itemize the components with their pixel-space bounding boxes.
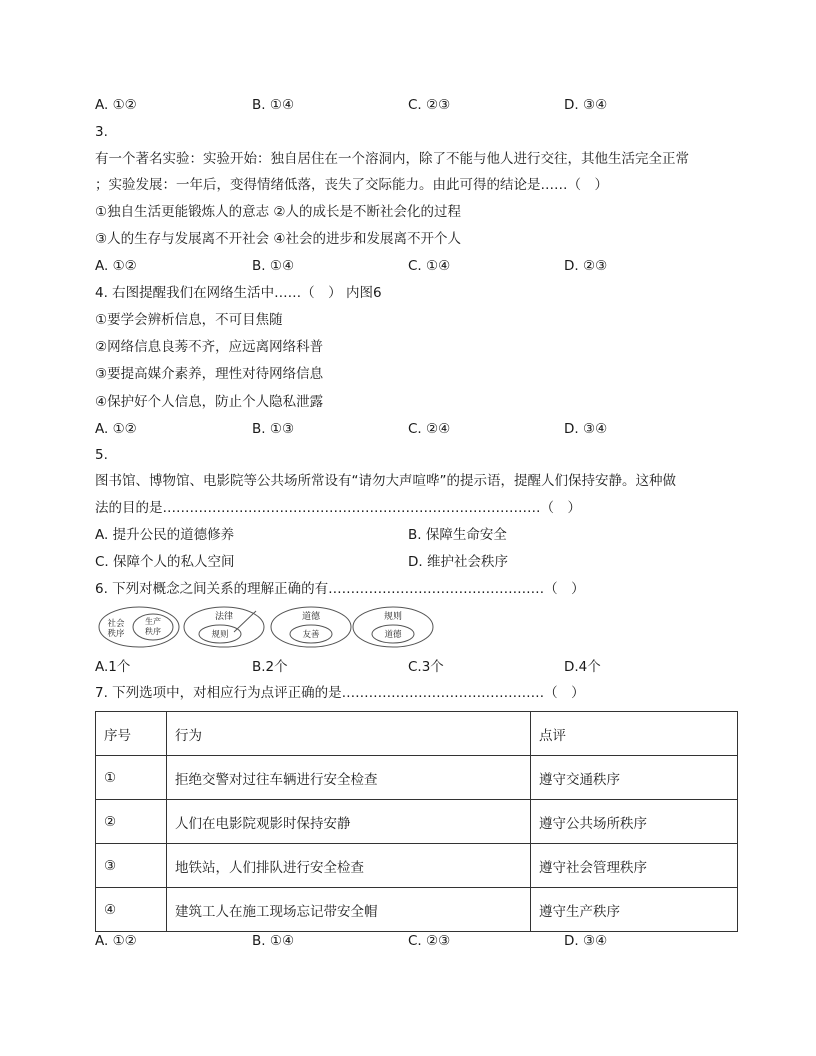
- q4-stem: 4. 右图提醒我们在网络生活中……（ ） 内图6: [95, 285, 382, 301]
- q6-stem: 6. 下列对概念之间关系的理解正确的有…………………………………………（ ）: [95, 581, 585, 597]
- option-b: B. ①④: [252, 258, 295, 274]
- q4-options: [95, 420, 735, 438]
- q3-options: [95, 257, 735, 275]
- table-row: [96, 844, 738, 888]
- svg-text:秩序: 秩序: [145, 627, 161, 636]
- q4-statement-1: ①要学会辨析信息，不可目焦随: [95, 312, 283, 328]
- diagram-1-inner-label: 生产: [145, 617, 161, 626]
- option-a: A. ①②: [95, 933, 137, 949]
- option-b: B. ①④: [252, 97, 295, 113]
- q5-stem-line2: 法的目的是…………………………………………………………………………（ ）: [95, 500, 581, 516]
- option-b: B. ①③: [252, 421, 295, 437]
- table-cell: 遵守社会管理秩序: [531, 844, 738, 888]
- table-cell: ④: [96, 888, 167, 932]
- q6-options: [95, 658, 735, 676]
- concept-diagram-4: [353, 607, 433, 647]
- option-d: D. ②③: [564, 258, 608, 274]
- q5-number: 5.: [95, 447, 108, 463]
- option-b: B. 保障生命安全: [408, 527, 507, 543]
- table-cell: ②: [96, 800, 167, 844]
- option-c: C.3个: [408, 659, 444, 675]
- q3-stem-line1: 有一个著名实验：实验开始：独自居住在一个溶洞内，除了不能与他人进行交往，其他生活完全正常: [95, 151, 689, 167]
- q5-options-row1: [95, 526, 735, 544]
- header-cell: 行为: [167, 712, 531, 756]
- q3-stem-line2: ；实验发展：一年后，变得情绪低落，丧失了交际能力。由此可得的结论是……（ ）: [95, 177, 608, 193]
- table-row: [96, 756, 738, 800]
- option-d: D. 维护社会秩序: [408, 554, 508, 570]
- q7-stem: 7. 下列选项中，对相应行为点评正确的是………………………………………（ ）: [95, 685, 585, 701]
- option-a: A. ①②: [95, 258, 137, 274]
- option-d: D.4个: [564, 659, 601, 675]
- q7-options: [95, 932, 735, 950]
- option-a: A.1个: [95, 659, 131, 675]
- q5-options-row2: [95, 553, 735, 571]
- q2-options: [95, 96, 735, 114]
- table-cell: 遵守公共场所秩序: [531, 800, 738, 844]
- q5-stem-line1: 图书馆、博物馆、电影院等公共场所常设有“请勿大声喧哗”的提示语，提醒人们保持安静。这种做: [95, 473, 676, 489]
- option-a: A. 提升公民的道德修养: [95, 527, 235, 543]
- table-cell: 遵守生产秩序: [531, 888, 738, 932]
- option-c: C. ②③: [408, 933, 451, 949]
- table-row: [96, 888, 738, 932]
- option-a: A. ①②: [95, 421, 137, 437]
- diagram-2-inner-label: 规则: [211, 630, 229, 640]
- header-cell: 序号: [96, 712, 167, 756]
- q4-statement-4: ④保护好个人信息，防止个人隐私泄露: [95, 394, 324, 410]
- q4-statement-3: ③要提高媒介素养，理性对待网络信息: [95, 366, 324, 382]
- concept-diagram-2: [184, 607, 264, 647]
- table-header-row: [96, 712, 738, 756]
- table-row: [96, 800, 738, 844]
- concept-diagram-1: [99, 607, 179, 647]
- table-cell: 地铁站，人们排队进行安全检查: [167, 844, 531, 888]
- option-b: B.2个: [252, 659, 288, 675]
- option-c: C. ②④: [408, 421, 451, 437]
- header-cell: 点评: [531, 712, 738, 756]
- diagram-4-inner-label: 道德: [384, 630, 402, 640]
- table-cell: ③: [96, 844, 167, 888]
- concept-diagrams: [98, 605, 438, 649]
- option-c: C. 保障个人的私人空间: [95, 554, 235, 570]
- option-d: D. ③④: [564, 933, 608, 949]
- diagram-3-outer-label: 道德: [301, 612, 321, 622]
- diagram-4-outer-label: 规则: [383, 612, 403, 622]
- option-c: C. ②③: [408, 97, 451, 113]
- diagram-2-outer-label: 法律: [214, 612, 234, 622]
- table-cell: 人们在电影院观影时保持安静: [167, 800, 531, 844]
- option-a: A. ①②: [95, 97, 137, 113]
- table-cell: 建筑工人在施工现场忘记带安全帽: [167, 888, 531, 932]
- q3-number: 3.: [95, 124, 108, 140]
- q3-statement-2: ③人的生存与发展离不开社会 ④社会的进步和发展离不开个人: [95, 231, 461, 247]
- q3-statement-1: ①独自生活更能锻炼人的意志 ②人的成长是不断社会化的过程: [95, 204, 461, 220]
- q4-statement-2: ②网络信息良莠不齐，应远离网络科普: [95, 339, 324, 355]
- svg-text:秩序: 秩序: [107, 629, 125, 639]
- table-cell: 遵守交通秩序: [531, 756, 738, 800]
- diagram-1-outer-label: 社会: [107, 619, 125, 629]
- table-cell: ①: [96, 756, 167, 800]
- option-d: D. ③④: [564, 97, 608, 113]
- option-b: B. ①④: [252, 933, 295, 949]
- option-c: C. ①④: [408, 258, 451, 274]
- concept-diagram-3: [271, 607, 351, 647]
- option-d: D. ③④: [564, 421, 608, 437]
- q7-table: [95, 711, 738, 932]
- diagram-3-inner-label: 友善: [302, 630, 320, 640]
- table-cell: 拒绝交警对过往车辆进行安全检查: [167, 756, 531, 800]
